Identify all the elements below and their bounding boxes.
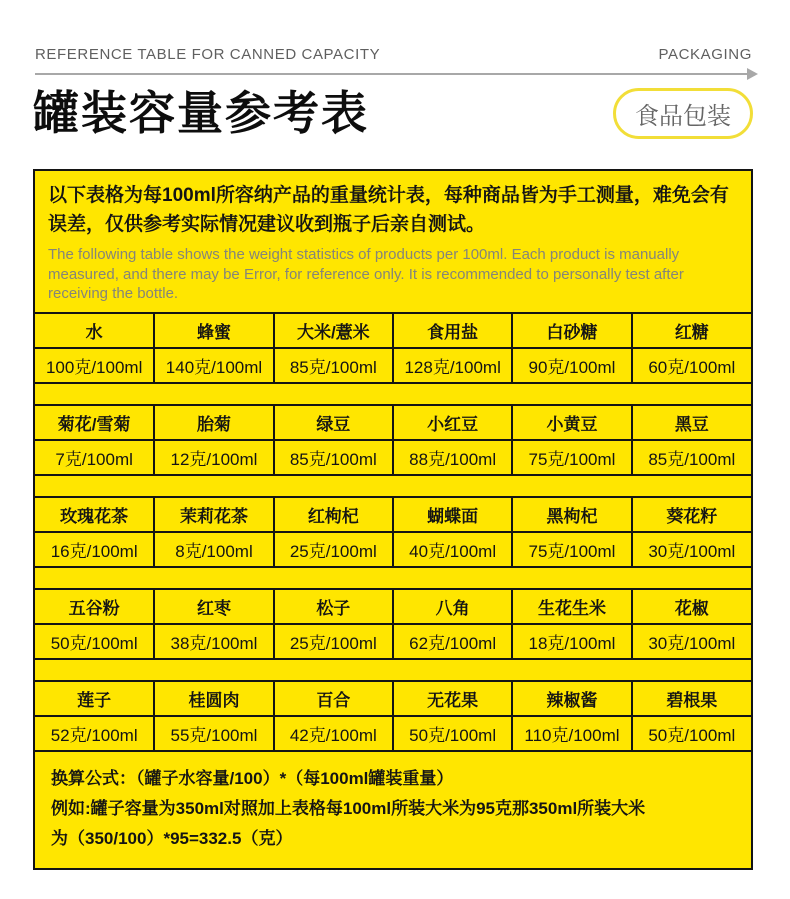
product-name-cell: 碧根果 (632, 681, 751, 716)
spacer-cell (35, 475, 751, 497)
product-name-cell: 生花生米 (512, 589, 631, 624)
formula-line: 换算公式：（罐子水容量/100）*（每100ml罐装重量） (51, 769, 454, 789)
category-badge: 食品包装 (613, 88, 753, 139)
product-weight-cell: 50克/100ml (632, 716, 751, 751)
product-weight-cell: 25克/100ml (274, 532, 393, 567)
spacer-cell (35, 659, 751, 681)
product-name-cell: 无花果 (393, 681, 512, 716)
divider-arrow-line (35, 73, 750, 75)
product-name-cell: 红糖 (632, 313, 751, 348)
product-weight-cell: 90克/100ml (512, 348, 631, 383)
title-row (33, 88, 753, 139)
product-weight-cell: 40克/100ml (393, 532, 512, 567)
product-weight-cell: 85克/100ml (274, 440, 393, 475)
capacity-table (35, 312, 751, 752)
intro-text-zh: 以下表格为每100ml所容纳产品的重量统计表，每种商品皆为手工测量，难免会有误差，仅供参考实际情况建议收到瓶子后亲自测试。 (48, 185, 729, 236)
intro-text-en: The following table shows the weight statistics of products per 100ml. Each product is manually measured, and there may be Error, for reference only. It is recommended to personally test after receiving the bottle. (48, 245, 684, 303)
product-weight-cell: 38克/100ml (154, 624, 273, 659)
product-weight-cell: 42克/100ml (274, 716, 393, 751)
spacer-cell (35, 383, 751, 405)
product-weight-cell: 52克/100ml (35, 716, 154, 751)
table-value-row (35, 348, 751, 383)
product-name-cell: 红枣 (154, 589, 273, 624)
product-name-cell: 水 (35, 313, 154, 348)
product-weight-cell: 30克/100ml (632, 532, 751, 567)
product-name-cell: 百合 (274, 681, 393, 716)
product-weight-cell: 25克/100ml (274, 624, 393, 659)
product-weight-cell: 18克/100ml (512, 624, 631, 659)
table-header-row (35, 497, 751, 532)
product-name-cell: 花椒 (632, 589, 751, 624)
product-name-cell: 莲子 (35, 681, 154, 716)
product-weight-cell: 12克/100ml (154, 440, 273, 475)
spacer-cell (35, 567, 751, 589)
product-name-cell: 桂圆肉 (154, 681, 273, 716)
product-name-cell: 葵花籽 (632, 497, 751, 532)
product-weight-cell: 128克/100ml (393, 348, 512, 383)
conversion-formula-section (35, 752, 751, 867)
table-value-row (35, 624, 751, 659)
product-weight-cell: 7克/100ml (35, 440, 154, 475)
product-name-cell: 蜂蜜 (154, 313, 273, 348)
table-header-row (35, 313, 751, 348)
table-value-row (35, 532, 751, 567)
product-weight-cell: 88克/100ml (393, 440, 512, 475)
product-name-cell: 大米/薏米 (274, 313, 393, 348)
product-name-cell: 茉莉花茶 (154, 497, 273, 532)
page-title: 罐装容量参考表 (33, 87, 369, 140)
product-weight-cell: 110克/100ml (512, 716, 631, 751)
intro-section (35, 171, 751, 312)
product-weight-cell: 85克/100ml (274, 348, 393, 383)
table-header-row (35, 681, 751, 716)
product-name-cell: 菊花/雪菊 (35, 405, 154, 440)
product-name-cell: 松子 (274, 589, 393, 624)
table-header-row (35, 589, 751, 624)
product-weight-cell: 30克/100ml (632, 624, 751, 659)
product-name-cell: 绿豆 (274, 405, 393, 440)
product-name-cell: 玫瑰花茶 (35, 497, 154, 532)
table-value-row (35, 716, 751, 751)
product-weight-cell: 62克/100ml (393, 624, 512, 659)
product-name-cell: 胎菊 (154, 405, 273, 440)
product-weight-cell: 75克/100ml (512, 440, 631, 475)
product-name-cell: 小黄豆 (512, 405, 631, 440)
product-weight-cell: 50克/100ml (35, 624, 154, 659)
product-name-cell: 小红豆 (393, 405, 512, 440)
product-name-cell: 辣椒酱 (512, 681, 631, 716)
table-header-row (35, 405, 751, 440)
product-weight-cell: 16克/100ml (35, 532, 154, 567)
table-spacer-row (35, 383, 751, 405)
product-name-cell: 白砂糖 (512, 313, 631, 348)
product-name-cell: 黑枸杞 (512, 497, 631, 532)
product-weight-cell: 8克/100ml (154, 532, 273, 567)
product-name-cell: 五谷粉 (35, 589, 154, 624)
product-name-cell: 蝴蝶面 (393, 497, 512, 532)
table-spacer-row (35, 475, 751, 497)
product-weight-cell: 60克/100ml (632, 348, 751, 383)
product-weight-cell: 85克/100ml (632, 440, 751, 475)
product-weight-cell: 100克/100ml (35, 348, 154, 383)
yellow-info-panel (33, 169, 753, 870)
product-name-cell: 食用盐 (393, 313, 512, 348)
eyebrow-left-label: REFERENCE TABLE FOR CANNED CAPACITY (35, 46, 381, 63)
formula-example-line: 例如:罐子容量为350ml对照加上表格每100ml所装大米为95克那350ml所装大米 (51, 799, 646, 819)
product-name-cell: 红枸杞 (274, 497, 393, 532)
arrow-right-icon (747, 68, 758, 80)
product-weight-cell: 55克/100ml (154, 716, 273, 751)
eyebrow-row (0, 0, 790, 63)
table-spacer-row (35, 659, 751, 681)
table-value-row (35, 440, 751, 475)
eyebrow-right-label: PACKAGING (658, 46, 752, 63)
table-spacer-row (35, 567, 751, 589)
product-name-cell: 黑豆 (632, 405, 751, 440)
product-weight-cell: 140克/100ml (154, 348, 273, 383)
formula-result-line: 为（350/100）*95=332.5（克） (51, 828, 293, 848)
product-weight-cell: 50克/100ml (393, 716, 512, 751)
product-weight-cell: 75克/100ml (512, 532, 631, 567)
product-name-cell: 八角 (393, 589, 512, 624)
